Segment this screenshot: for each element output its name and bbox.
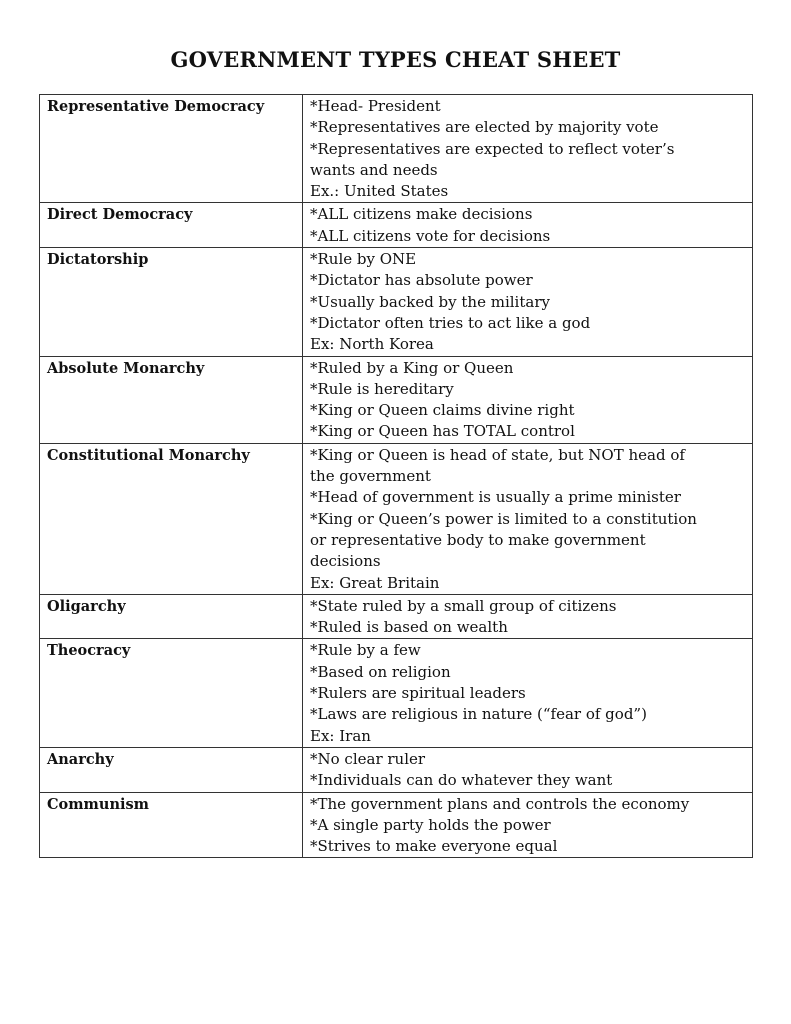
government-type-name: Direct Democracy: [40, 203, 303, 248]
description-line: *The government plans and controls the economy: [310, 794, 690, 813]
government-type-description: [303, 747, 753, 792]
government-type-name: Anarchy: [40, 747, 303, 792]
table-row: [40, 639, 753, 747]
description-line: Ex: North Korea: [310, 335, 434, 354]
description-line: *Rule by a few: [310, 641, 421, 660]
government-types-table-body: [40, 95, 753, 858]
description-line: *ALL citizens vote for decisions: [310, 226, 551, 245]
description-line: *ALL citizens make decisions: [310, 205, 533, 224]
government-type-description: [303, 639, 753, 747]
table-row: [40, 747, 753, 792]
description-line: *Ruled is based on wealth: [310, 618, 508, 637]
description-line: *Dictator often tries to act like a god: [310, 313, 591, 332]
description-line: wants and needs: [310, 160, 438, 179]
description-line: *Based on religion: [310, 662, 451, 681]
government-type-description: [303, 203, 753, 248]
table-row: [40, 203, 753, 248]
description-line: *State ruled by a small group of citizens: [310, 596, 617, 615]
table-row: [40, 248, 753, 356]
government-type-description: [303, 594, 753, 639]
government-types-table: [39, 94, 753, 858]
description-line: *Individuals can do whatever they want: [310, 771, 613, 790]
government-type-description: [303, 248, 753, 356]
table-row: [40, 95, 753, 203]
description-line: *Laws are religious in nature (“fear of god”): [310, 705, 647, 724]
page-title: GOVERNMENT TYPES CHEAT SHEET: [170, 47, 621, 72]
description-line: Ex: Iran: [310, 726, 371, 745]
description-line: *A single party holds the power: [310, 815, 551, 834]
description-line: *Strives to make everyone equal: [310, 837, 558, 856]
description-line: *Usually backed by the military: [310, 292, 550, 311]
government-type-description: [303, 443, 753, 594]
description-line: *Head of government is usually a prime minister: [310, 488, 681, 507]
description-line: decisions: [310, 552, 381, 571]
description-line: *Rule by ONE: [310, 250, 417, 269]
table-row: [40, 594, 753, 639]
government-type-name: Theocracy: [40, 639, 303, 747]
government-type-description: [303, 792, 753, 858]
description-line: Ex: Great Britain: [310, 573, 440, 592]
description-line: *No clear ruler: [310, 749, 426, 768]
description-line: *King or Queen claims divine right: [310, 401, 575, 420]
government-type-name: Communism: [40, 792, 303, 858]
government-type-name: Oligarchy: [40, 594, 303, 639]
description-line: *Dictator has absolute power: [310, 271, 533, 290]
description-line: *King or Queen has TOTAL control: [310, 422, 575, 441]
description-line: *Ruled by a King or Queen: [310, 358, 514, 377]
description-line: *King or Queen is head of state, but NOT head of: [310, 445, 685, 464]
description-line: or representative body to make government: [310, 530, 646, 549]
description-line: the government: [310, 467, 431, 486]
government-type-name: Representative Democracy: [40, 95, 303, 203]
description-line: *Representatives are expected to reflect voter’s: [310, 139, 675, 158]
table-row: [40, 443, 753, 594]
description-line: *Head- President: [310, 97, 441, 115]
description-line: *Rulers are spiritual leaders: [310, 684, 526, 703]
description-line: *King or Queen’s power is limited to a constitution: [310, 509, 697, 528]
table-row: [40, 792, 753, 858]
government-type-description: [303, 356, 753, 443]
description-line: *Rule is hereditary: [310, 379, 454, 398]
government-type-name: Dictatorship: [40, 248, 303, 356]
table-row: [40, 356, 753, 443]
government-type-name: Constitutional Monarchy: [40, 443, 303, 594]
government-type-name: Absolute Monarchy: [40, 356, 303, 443]
description-line: Ex.: United States: [310, 182, 449, 201]
description-line: *Representatives are elected by majority vote: [310, 118, 659, 137]
government-type-description: [303, 95, 753, 203]
